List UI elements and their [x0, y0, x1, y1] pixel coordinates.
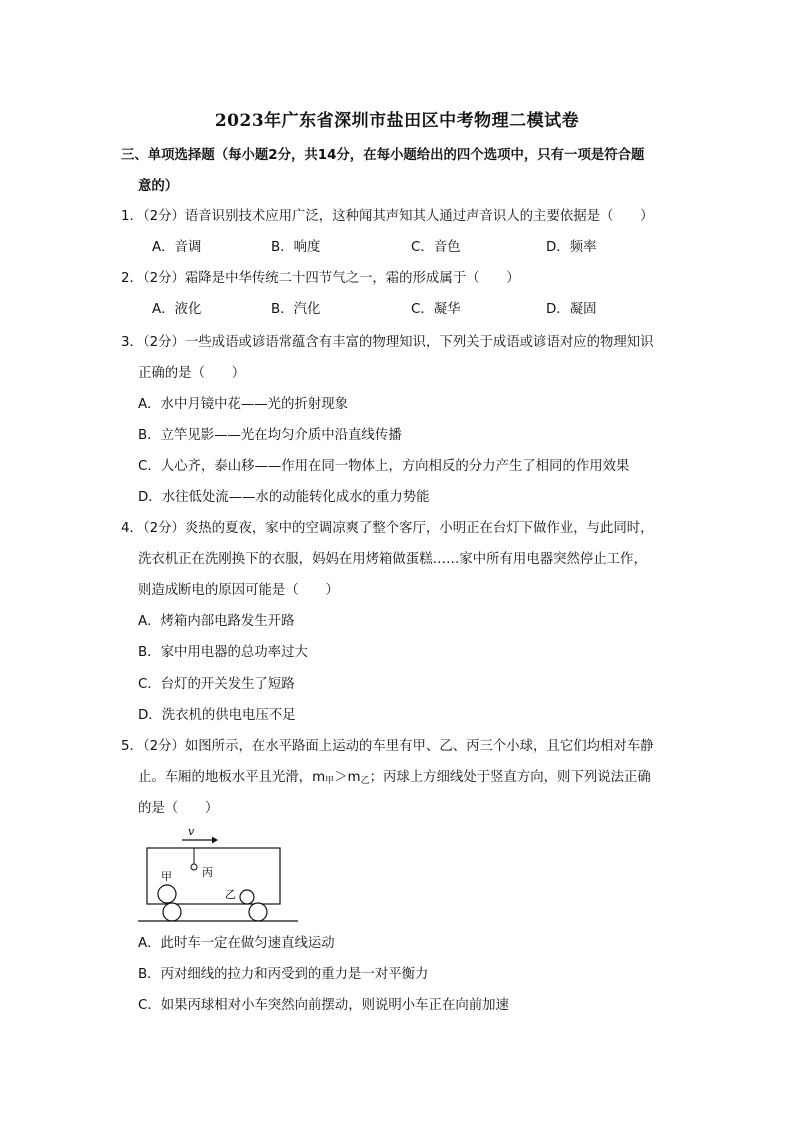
question-4-option-c: C．台灯的开关发生了短路 — [138, 677, 295, 692]
velocity-label: v — [188, 825, 195, 838]
ball-c — [191, 864, 197, 870]
question-1-option-b: B．响度 — [271, 240, 321, 255]
question-2-option-d: D．凝固 — [546, 302, 597, 317]
question-4-text: 4．（2分）炎热的夏夜，家中的空调凉爽了整个客厅，小明正在台灯下做作业，与此同时， — [121, 521, 654, 536]
question-4-text-cont-2: 则造成断电的原因可能是（ ） — [138, 583, 339, 598]
question-2-option-b: B．汽化 — [271, 302, 321, 317]
question-3-option-c: C．人心齐，泰山移——作用在同一物体上，方向相反的分力产生了相同的作用效果 — [138, 459, 630, 474]
question-5-text-cont-2: 的是（ ） — [138, 801, 219, 816]
ball-a — [158, 885, 176, 903]
question-1-option-a: A．音调 — [152, 240, 202, 255]
question-4-option-a: A．烤箱内部电路发生开路 — [138, 614, 295, 629]
wheel-right — [249, 903, 267, 921]
question-5-option-c: C．如果丙球相对小车突然向前摆动，则说明小车正在向前加速 — [138, 998, 509, 1013]
question-5-option-b: B．丙对细线的拉力和丙受到的重力是一对平衡力 — [138, 967, 429, 982]
question-3-text-cont: 正确的是（ ） — [138, 366, 246, 381]
question-4-option-d: D．洗衣机的供电电压不足 — [138, 708, 296, 723]
question-5-text: 5．（2分）如图所示，在水平路面上运动的车里有甲、乙、丙三个小球，且它们均相对车静 — [121, 739, 654, 754]
question-3-text: 3．（2分）一些成语或谚语常蕴含有丰富的物理知识，下列关于成语或谚语对应的物理知识 — [121, 335, 654, 350]
wheel-left — [163, 903, 181, 921]
question-2-text: 2．（2分）霜降是中华传统二十四节气之一，霜的形成属于（ ） — [121, 271, 520, 286]
question-3-option-d: D．水往低处流——水的动能转化成水的重力势能 — [138, 490, 430, 505]
question-5-text-cont-1: 止。车厢的地板水平且光滑，$m_甲>m_乙$；丙球上方细线处于竖直方向，则下列说法正确 — [138, 770, 651, 786]
ball-c-label: 丙 — [202, 866, 213, 879]
question-3-option-a: A．水中月镜中花——光的折射现象 — [138, 397, 349, 412]
section-heading: 三、单项选择题（每小题2分，共14分，在每小题给出的四个选项中，只有一项是符合题 — [121, 148, 645, 163]
question-5-option-a: A．此时车一定在做匀速直线运动 — [138, 936, 335, 951]
ball-b-label: 乙 — [225, 888, 236, 901]
question-2-option-c: C．凝华 — [411, 302, 461, 317]
question-4-text-cont-1: 洗衣机正在洗刚换下的衣服，妈妈在用烤箱做蛋糕……家中所有用电器突然停止工作， — [138, 552, 647, 567]
question-1-option-d: D．频率 — [546, 240, 597, 255]
question-1-option-c: C．音色 — [411, 240, 461, 255]
question-2-option-a: A．液化 — [152, 302, 202, 317]
question-1-text: 1．（2分）语音识别技术应用广泛，这种闻其声知其人通过声音识人的主要依据是（ ） — [121, 209, 654, 224]
exam-title: 2023年广东省深圳市盐田区中考物理二模试卷 — [214, 111, 580, 131]
question-3-option-b: B．立竿见影——光在均匀介质中沿直线传播 — [138, 428, 402, 443]
question-5-figure — [132, 824, 302, 924]
ball-a-label: 甲 — [161, 870, 172, 883]
section-heading-cont: 意的） — [138, 179, 179, 194]
question-4-option-b: B．家中用电器的总功率过大 — [138, 645, 308, 660]
ball-b — [240, 890, 254, 904]
